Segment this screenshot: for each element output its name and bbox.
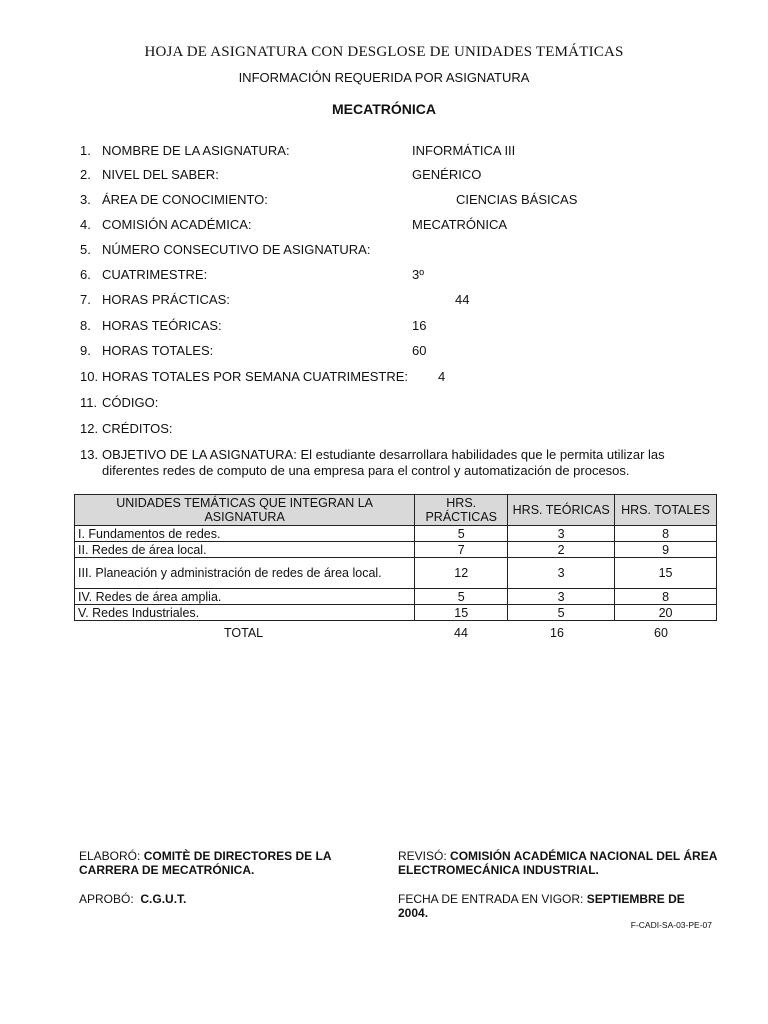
field-number: 12. bbox=[80, 421, 99, 436]
field-label: HORAS TOTALES POR SEMANA CUATRIMESTRE: bbox=[102, 369, 409, 384]
field-number: 1. bbox=[80, 143, 91, 158]
unit-cell: V. Redes Industriales. bbox=[75, 605, 415, 621]
subject-heading: MECATRÓNICA bbox=[332, 101, 436, 117]
field-row bbox=[80, 343, 720, 361]
field-label: OBJETIVO DE LA ASIGNATURA: bbox=[102, 447, 297, 462]
field-label: HORAS TEÓRICAS: bbox=[102, 318, 222, 333]
field-label: ÁREA DE CONOCIMIENTO: bbox=[102, 192, 268, 207]
document-subtitle: INFORMACIÓN REQUERIDA POR ASIGNATURA bbox=[238, 70, 530, 85]
table-row bbox=[75, 526, 717, 542]
header-teoricas: HRS. TEÓRICAS bbox=[508, 495, 615, 526]
elaboro-value: COMITÈ DE DIRECTORES DE LA CARRERA DE MECATRÓNICA. bbox=[79, 849, 332, 877]
field-row bbox=[80, 395, 720, 413]
field-row bbox=[80, 167, 720, 185]
field-number: 13. bbox=[80, 447, 99, 462]
field-value: 4 bbox=[438, 369, 446, 384]
field-number: 2. bbox=[80, 167, 91, 182]
field-number: 4. bbox=[80, 217, 91, 232]
field-value: INFORMÁTICA III bbox=[412, 143, 516, 158]
field-label: HORAS PRÁCTICAS: bbox=[102, 292, 230, 307]
practicas-cell: 5 bbox=[415, 589, 508, 605]
field-number: 3. bbox=[80, 192, 91, 207]
field-value: GENÉRICO bbox=[412, 167, 482, 182]
total-label: TOTAL bbox=[224, 626, 264, 640]
field-label: COMISIÓN ACADÉMICA: bbox=[102, 217, 252, 232]
header-totales: HRS. TOTALES bbox=[615, 495, 717, 526]
teoricas-cell: 5 bbox=[508, 605, 615, 621]
unit-cell: II. Redes de área local. bbox=[75, 542, 415, 558]
totales-cell: 9 bbox=[615, 542, 717, 558]
field-number: 10. bbox=[80, 369, 99, 384]
field-value: MECATRÓNICA bbox=[412, 217, 508, 232]
fecha-block bbox=[398, 892, 718, 920]
practicas-cell: 12 bbox=[415, 558, 508, 589]
aprobo-value: C.G.U.T. bbox=[140, 892, 187, 906]
header-practicas: HRS. PRÁCTICAS bbox=[415, 495, 508, 526]
objective-value: El estudiante desarrollara habilidades que le permita utilizar las diferentes redes de computo de una empresa para el control y automatización de procesos. bbox=[102, 447, 665, 478]
units-table bbox=[74, 494, 717, 621]
aprobo-block bbox=[79, 892, 369, 906]
total-practicas: 44 bbox=[454, 626, 468, 640]
elaboro-block bbox=[79, 849, 369, 877]
field-label: HORAS TOTALES: bbox=[102, 343, 214, 358]
field-number: 6. bbox=[80, 267, 91, 282]
unit-cell: IV. Redes de área amplia. bbox=[75, 589, 415, 605]
field-row bbox=[80, 217, 720, 235]
totals-row bbox=[74, 626, 717, 642]
table-header-row bbox=[75, 495, 717, 526]
document-code: F-CADI-SA-03-PE-07 bbox=[630, 920, 712, 930]
field-label: CÓDIGO: bbox=[102, 395, 159, 410]
total-totales: 60 bbox=[654, 626, 668, 640]
fecha-label: FECHA DE ENTRADA EN VIGOR: bbox=[398, 892, 584, 906]
table-row bbox=[75, 589, 717, 605]
reviso-label: REVISÓ: bbox=[398, 849, 447, 863]
field-row bbox=[80, 242, 720, 260]
reviso-value: COMISIÓN ACADÉMICA NACIONAL DEL ÁREA ELECTROMECÁNICA INDUSTRIAL. bbox=[398, 849, 717, 877]
field-row bbox=[80, 318, 720, 336]
total-teoricas: 16 bbox=[550, 626, 564, 640]
practicas-cell: 15 bbox=[415, 605, 508, 621]
teoricas-cell: 3 bbox=[508, 589, 615, 605]
totales-cell: 8 bbox=[615, 589, 717, 605]
field-value: CIENCIAS BÁSICAS bbox=[456, 192, 578, 207]
field-value: 60 bbox=[412, 343, 427, 358]
elaboro-label: ELABORÓ: bbox=[79, 849, 141, 863]
field-number: 9. bbox=[80, 343, 91, 358]
fecha-value: SEPTIEMBRE DE 2004. bbox=[398, 892, 685, 920]
table-row bbox=[75, 605, 717, 621]
document-title: HOJA DE ASIGNATURA CON DESGLOSE DE UNIDADES TEMÁTICAS bbox=[144, 44, 624, 60]
field-label: CUATRIMESTRE: bbox=[102, 267, 208, 282]
field-row bbox=[80, 292, 720, 310]
reviso-block bbox=[398, 849, 718, 877]
table-row bbox=[75, 558, 717, 589]
totales-cell: 20 bbox=[615, 605, 717, 621]
field-number: 7. bbox=[80, 292, 91, 307]
practicas-cell: 5 bbox=[415, 526, 508, 542]
aprobo-label: APROBÓ: bbox=[79, 892, 134, 906]
field-label: CRÉDITOS: bbox=[102, 421, 173, 436]
totales-cell: 15 bbox=[615, 558, 717, 589]
teoricas-cell: 3 bbox=[508, 558, 615, 589]
field-label: NIVEL DEL SABER: bbox=[102, 167, 219, 182]
objective-text bbox=[102, 447, 720, 479]
header-units: UNIDADES TEMÁTICAS QUE INTEGRAN LA ASIGNATURA bbox=[75, 495, 415, 526]
field-value: 16 bbox=[412, 318, 427, 333]
table-row bbox=[75, 542, 717, 558]
field-value: 3º bbox=[412, 267, 424, 282]
field-row bbox=[80, 267, 720, 285]
practicas-cell: 7 bbox=[415, 542, 508, 558]
unit-cell: I. Fundamentos de redes. bbox=[75, 526, 415, 542]
teoricas-cell: 3 bbox=[508, 526, 615, 542]
field-number: 11. bbox=[80, 395, 98, 410]
teoricas-cell: 2 bbox=[508, 542, 615, 558]
field-row bbox=[80, 369, 720, 387]
field-label: NOMBRE DE LA ASIGNATURA: bbox=[102, 143, 290, 158]
field-row bbox=[80, 143, 720, 161]
field-value: 44 bbox=[455, 292, 470, 307]
field-number: 5. bbox=[80, 242, 91, 257]
field-row bbox=[80, 421, 720, 439]
field-number: 8. bbox=[80, 318, 91, 333]
field-label: NÚMERO CONSECUTIVO DE ASIGNATURA: bbox=[102, 242, 371, 257]
totales-cell: 8 bbox=[615, 526, 717, 542]
unit-cell: III. Planeación y administración de redes de área local. bbox=[75, 558, 415, 589]
field-row bbox=[80, 192, 720, 210]
